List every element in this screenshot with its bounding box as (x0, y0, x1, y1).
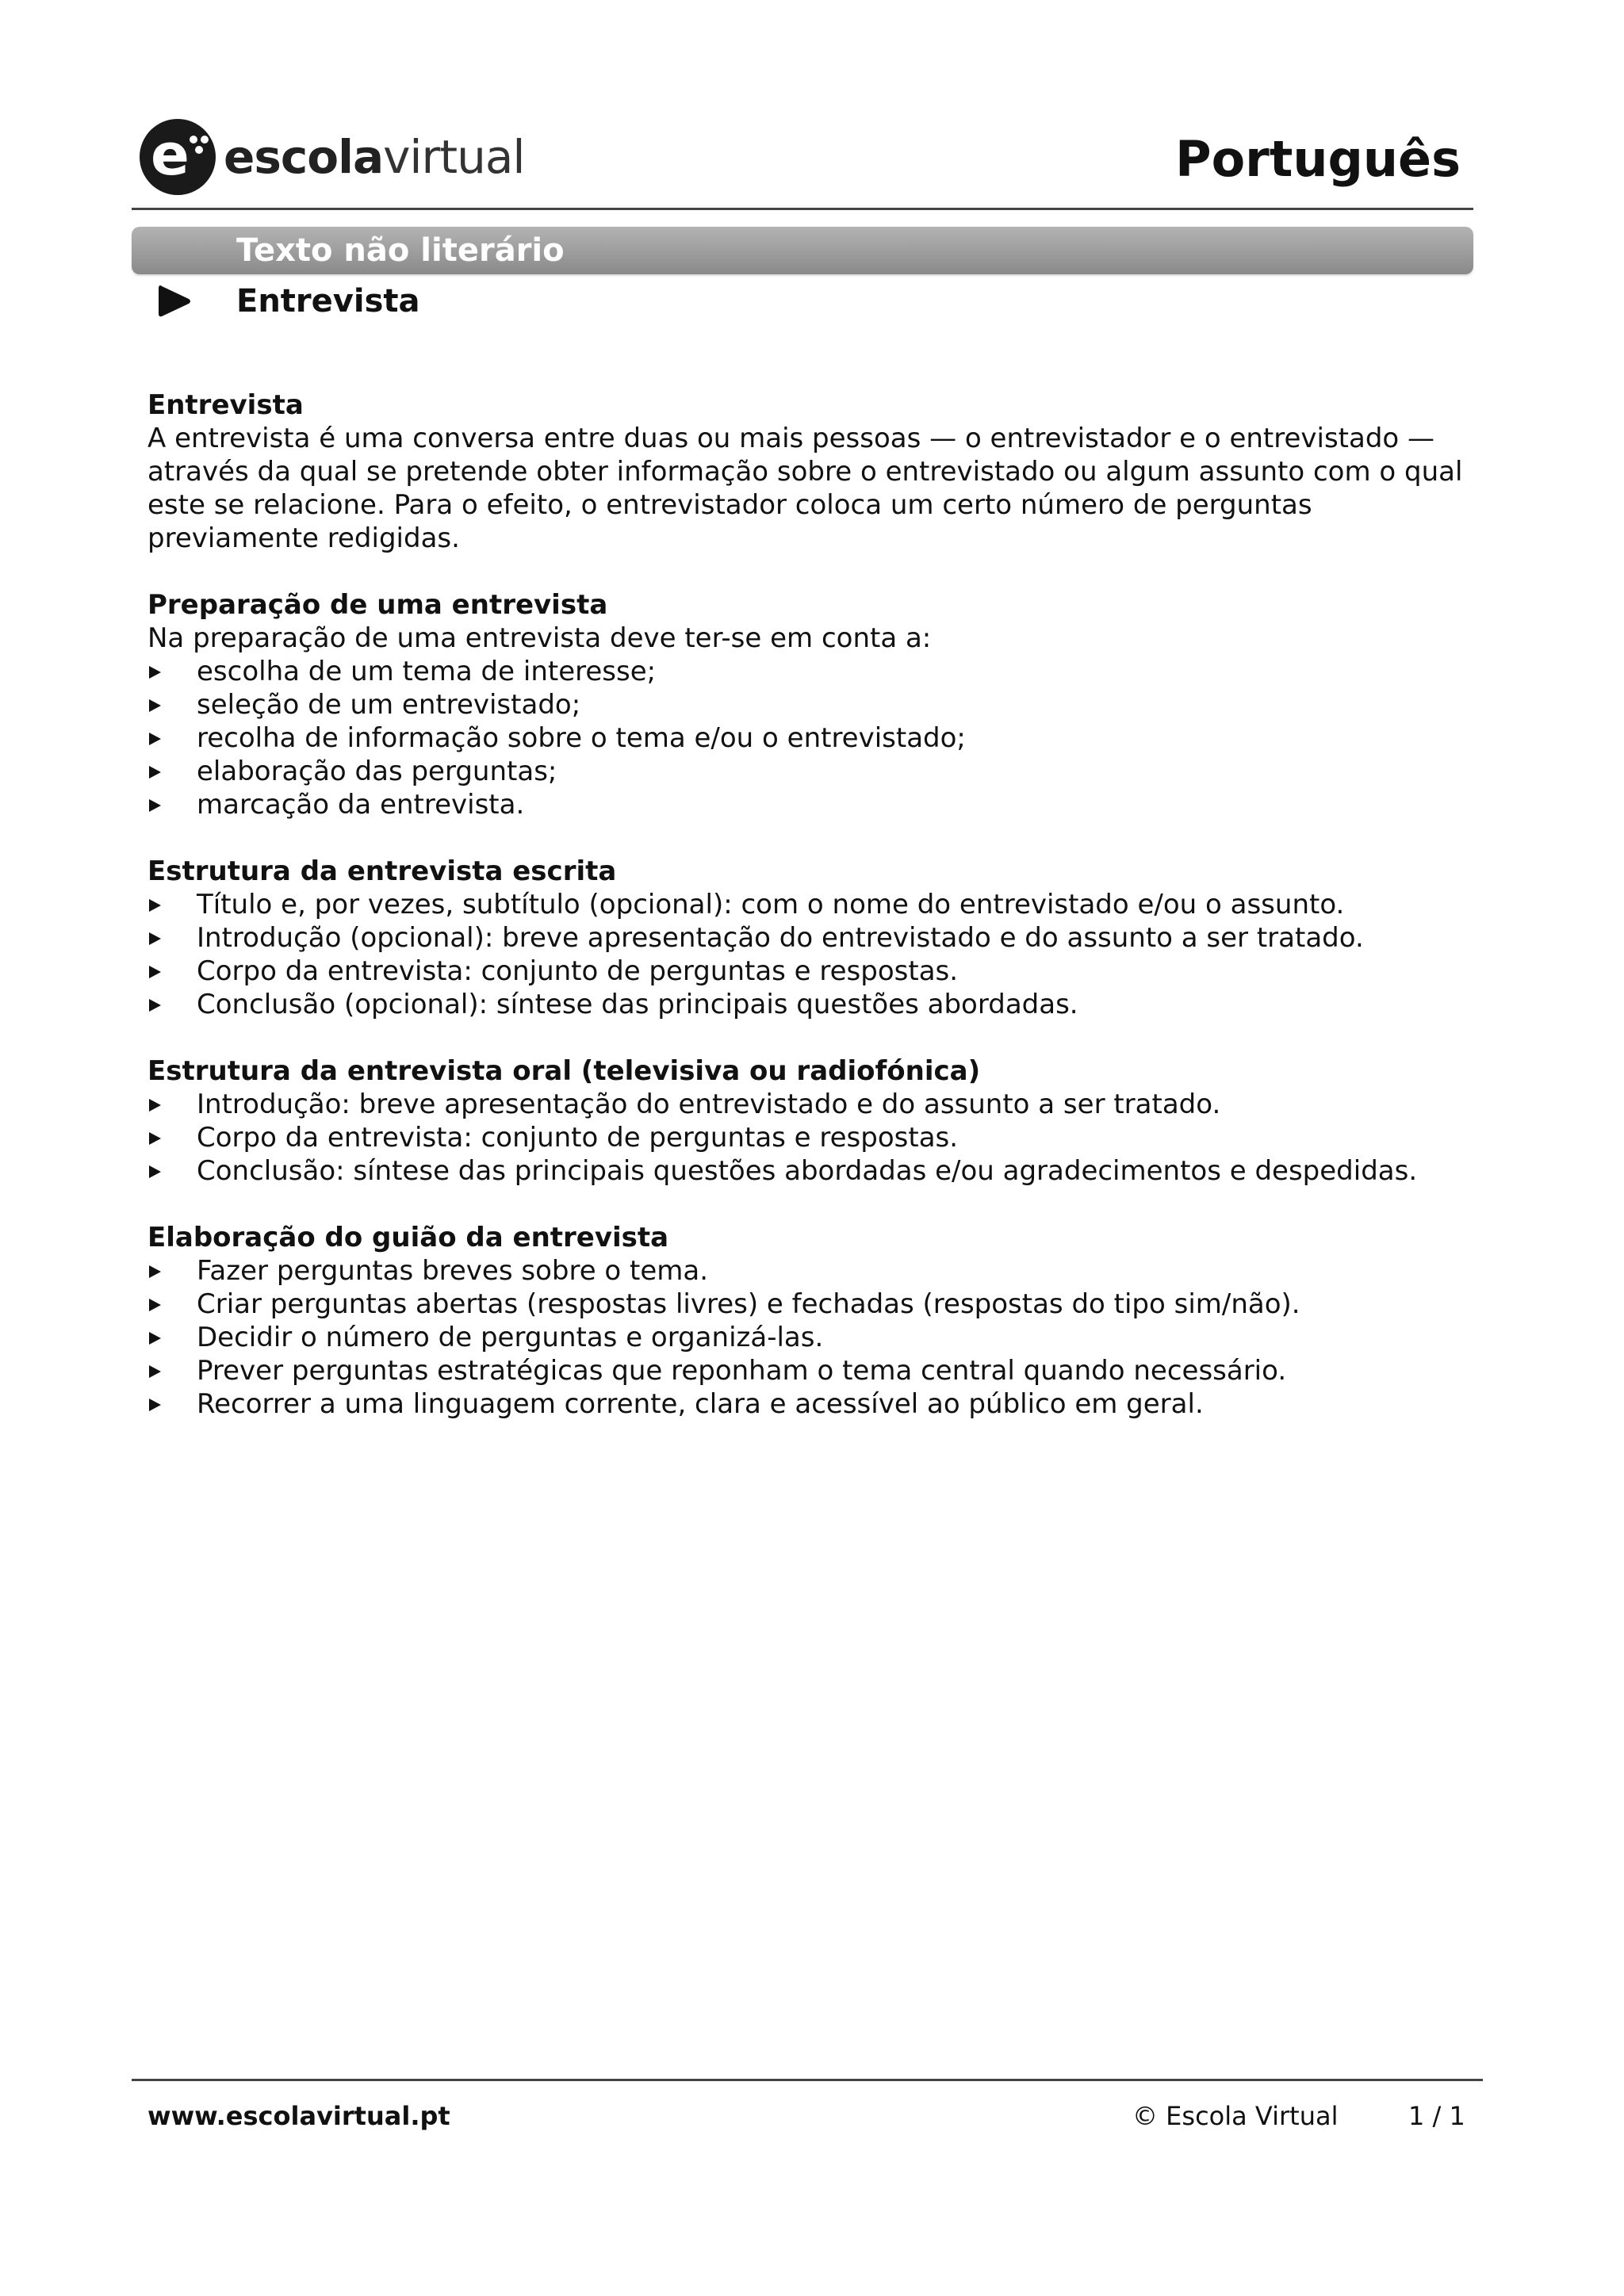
list-item (147, 755, 1480, 788)
logo-wordmark (224, 130, 525, 184)
triangle-bullet-icon (147, 1098, 162, 1112)
bullet-list (147, 888, 1480, 1021)
triangle-bullet-icon (147, 932, 162, 946)
footer-url: www.escolavirtual.pt (147, 2101, 450, 2131)
footer-divider (132, 2079, 1483, 2081)
list-item (147, 1254, 1480, 1288)
list-item (147, 1121, 1480, 1154)
section (147, 1054, 1480, 1188)
list-item-text: seleção de um entrevistado; (197, 689, 581, 721)
triangle-bullet-icon (147, 898, 162, 913)
list-item-text: Corpo da entrevista: conjunto de perguntas e respostas. (197, 955, 959, 987)
list-item-text: Recorrer a uma linguagem corrente, clara e acessível ao público em geral. (197, 1388, 1204, 1420)
triangle-bullet-icon (147, 1331, 162, 1345)
subtopic-title: Entrevista (236, 283, 420, 320)
footer-copyright: © Escola Virtual (1132, 2101, 1339, 2131)
section (147, 855, 1480, 1021)
list-item (147, 1154, 1480, 1188)
list-item (147, 1387, 1480, 1421)
section-heading: Estrutura da entrevista oral (televisiva ou radiofónica) (147, 1055, 981, 1087)
logo-brand-light: virtual (383, 130, 525, 184)
list-item (147, 988, 1480, 1021)
document-body (147, 388, 1480, 1454)
list-item-text: Decidir o número de perguntas e organizá-las. (197, 1322, 824, 1353)
logo-circle-icon (140, 119, 216, 195)
triangle-bullet-icon (147, 998, 162, 1012)
list-item (147, 1321, 1480, 1354)
list-item-text: escolha de um tema de interesse; (197, 656, 657, 687)
triangle-bullet-icon (147, 1165, 162, 1179)
triangle-bullet-icon (147, 1265, 162, 1279)
list-item-text: Prever perguntas estratégicas que reponham o tema central quando necessário. (197, 1355, 1287, 1387)
list-item (147, 888, 1480, 921)
list-item (147, 1088, 1480, 1121)
list-item-text: Introdução: breve apresentação do entrevistado e do assunto a ser tratado. (197, 1089, 1221, 1120)
list-item-text: recolha de informação sobre o tema e/ou o entrevistado; (197, 722, 966, 754)
list-item-text: Introdução (opcional): breve apresentação do entrevistado e do assunto a ser tratado. (197, 922, 1364, 954)
topic-band (132, 227, 1473, 274)
section-heading: Preparação de uma entrevista (147, 589, 608, 621)
escola-virtual-logo (140, 116, 525, 198)
section-heading: Estrutura da entrevista escrita (147, 855, 617, 887)
list-item (147, 688, 1480, 721)
section-heading: Entrevista (147, 389, 304, 421)
list-item (147, 955, 1480, 988)
list-item-text: Fazer perguntas breves sobre o tema. (197, 1255, 709, 1287)
header-divider (132, 208, 1473, 210)
play-arrow-icon (155, 282, 193, 320)
triangle-bullet-icon (147, 1131, 162, 1146)
triangle-bullet-icon (147, 732, 162, 746)
list-item (147, 1354, 1480, 1387)
triangle-bullet-icon (147, 765, 162, 779)
footer-page-number: 1 / 1 (1408, 2101, 1465, 2131)
logo-dots-icon (187, 133, 211, 157)
list-item (147, 788, 1480, 821)
logo-brand-bold: escola (224, 130, 384, 184)
triangle-bullet-icon (147, 798, 162, 813)
section (147, 388, 1480, 555)
list-item (147, 921, 1480, 955)
bullet-list (147, 1088, 1480, 1188)
section-heading: Elaboração do guião da entrevista (147, 1222, 669, 1253)
triangle-bullet-icon (147, 665, 162, 679)
logo-letter: e (151, 121, 190, 188)
triangle-bullet-icon (147, 1364, 162, 1379)
section-paragraph: A entrevista é uma conversa entre duas ou mais pessoas — o entrevistador e o entrevistado — através da qual se pretende obter informação sobre o entrevistado ou algum assunto com o qual este se relacione. Para o efeito, o entrevistador coloca um certo número de perguntas previamente redigidas. (147, 423, 1463, 554)
list-item-text: marcação da entrevista. (197, 789, 525, 821)
list-item (147, 721, 1480, 755)
section (147, 588, 1480, 821)
list-item-text: Título e, por vezes, subtítulo (opcional): com o nome do entrevistado e/ou o assunto. (197, 889, 1345, 920)
section-paragraph: Na preparação de uma entrevista deve ter-se em conta a: (147, 622, 932, 654)
section (147, 1221, 1480, 1421)
list-item (147, 1288, 1480, 1321)
triangle-bullet-icon (147, 1398, 162, 1412)
triangle-bullet-icon (147, 698, 162, 713)
subject-title: Português (1175, 130, 1461, 188)
list-item-text: Conclusão: síntese das principais questões abordadas e/ou agradecimentos e despedidas. (197, 1155, 1418, 1187)
list-item-text: Criar perguntas abertas (respostas livres) e fechadas (respostas do tipo sim/não). (197, 1288, 1300, 1320)
list-item-text: Conclusão (opcional): síntese das principais questões abordadas. (197, 989, 1078, 1020)
triangle-bullet-icon (147, 965, 162, 979)
topic-title: Texto não literário (236, 232, 565, 269)
triangle-bullet-icon (147, 1298, 162, 1312)
bullet-list (147, 655, 1480, 821)
bullet-list (147, 1254, 1480, 1421)
list-item-text: elaboração das perguntas; (197, 756, 557, 787)
list-item-text: Corpo da entrevista: conjunto de perguntas e respostas. (197, 1122, 959, 1154)
list-item (147, 655, 1480, 688)
subtopic-heading (155, 279, 419, 323)
